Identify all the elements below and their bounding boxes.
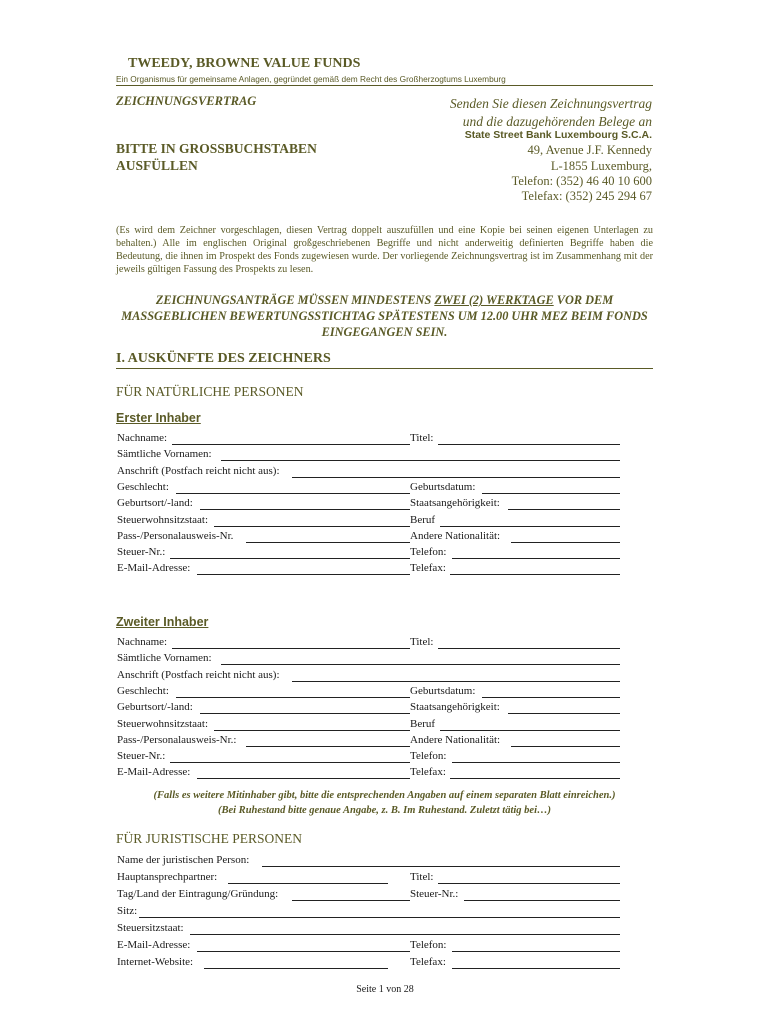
legal-email-field[interactable] xyxy=(197,951,410,952)
holder2-title-label: Titel: xyxy=(410,636,434,648)
send-to-line2: und die dazugehörenden Belege an xyxy=(462,114,652,129)
legal-registration-field[interactable] xyxy=(292,900,410,901)
bank-phone: Telefon: (352) 46 40 10 600 xyxy=(511,174,652,188)
legal-email-label: E-Mail-Adresse: xyxy=(117,939,191,951)
legal-phone-field[interactable] xyxy=(452,951,620,952)
retirement-note: (Bei Ruhestand bitte genaue Angabe, z. B. Im Ruhestand. Zuletzt tätig bei…) xyxy=(217,805,552,816)
legal-website-label: Internet-Website: xyxy=(117,956,194,968)
holder2-first-names-field[interactable] xyxy=(221,664,620,665)
holder1-first-names-field[interactable] xyxy=(221,460,620,461)
legal-seat-label: Sitz: xyxy=(117,905,138,917)
holder2-address-field[interactable] xyxy=(292,681,620,682)
header-divider xyxy=(116,85,653,86)
legal-registration-label: Tag/Land der Eintragung/Gründung: xyxy=(117,888,279,900)
deadline-warning: ZEICHNUNGSANTRÄGE MÜSSEN MINDESTENS ZWEI (2) WERKTAGE VOR DEM MASSGEBLICHEN BEWERTUNGSSTICHTAG SPÄTESTENS UM 12.00 UHR MEZ BEIM FONDS EINGEGANGEN SEIN. xyxy=(121,293,648,339)
holder1-other-nationality-field[interactable] xyxy=(511,542,620,543)
holder1-profession-field[interactable] xyxy=(440,526,620,527)
holder1-first-names-label: Sämtliche Vornamen: xyxy=(117,448,212,461)
holder2-tax-residence-field[interactable] xyxy=(214,730,410,731)
legal-contact-field[interactable] xyxy=(228,883,388,884)
holder2-gender-label: Geschlecht: xyxy=(117,684,169,697)
holder1-other-nationality-label: Andere Nationalität: xyxy=(410,529,501,542)
holder2-profession-field[interactable] xyxy=(440,730,620,731)
holder2-tax-residence-label: Steuerwohnsitzstaat: xyxy=(117,717,209,730)
legal-tax-seat-label: Steuersitzstaat: xyxy=(117,922,184,934)
holder1-title-label: Titel: xyxy=(410,432,434,444)
holder2-passport-field[interactable] xyxy=(246,746,410,747)
bank-street: 49, Avenue J.F. Kennedy xyxy=(527,143,652,157)
holder2-phone-label: Telefon: xyxy=(410,750,447,763)
holder1-passport-label: Pass-/Personalausweis-Nr. xyxy=(117,529,234,542)
holder2-address-label: Anschrift (Postfach reicht nicht aus): xyxy=(117,668,280,681)
holder1-surname-field[interactable] xyxy=(172,444,410,445)
send-to-line1: Senden Sie diesen Zeichnungsvertrag xyxy=(449,96,652,111)
natural-persons-heading: FÜR NATÜRLICHE PERSONEN xyxy=(116,384,304,399)
holder2-gender-field[interactable] xyxy=(176,697,410,698)
legal-tax-no-label: Steuer-Nr.: xyxy=(410,888,459,900)
holder1-profession-label: Beruf xyxy=(410,513,436,526)
holder2-fax-label: Telefax: xyxy=(410,766,446,779)
holder1-gender-field[interactable] xyxy=(176,493,410,494)
holder1-nationality-field[interactable] xyxy=(508,509,620,510)
holder2-email-label: E-Mail-Adresse: xyxy=(117,766,191,779)
holder2-other-nationality-field[interactable] xyxy=(511,746,620,747)
holder2-surname-field[interactable] xyxy=(172,648,410,649)
holder2-nationality-label: Staatsangehörigkeit: xyxy=(410,701,500,714)
legal-phone-label: Telefon: xyxy=(410,939,447,951)
holder2-birth-date-field[interactable] xyxy=(482,697,620,698)
holder1-email-field[interactable] xyxy=(197,574,410,575)
holder2-surname-label: Nachname: xyxy=(117,636,168,648)
holder2-other-nationality-label: Andere Nationalität: xyxy=(410,733,501,746)
holder1-tax-residence-field[interactable] xyxy=(214,526,410,527)
page-number: Seite 1 von 28 xyxy=(356,984,414,995)
holder1-email-label: E-Mail-Adresse: xyxy=(117,562,191,575)
co-holder-note: (Falls es weitere Mitinhaber gibt, bitte die entsprechenden Angaben auf einem separaten Blatt einreichen.) xyxy=(153,790,616,801)
holder1-surname-label: Nachname: xyxy=(117,432,168,444)
holder2-birth-place-field[interactable] xyxy=(200,713,410,714)
holder2-title-field[interactable] xyxy=(438,648,620,649)
first-holder-heading: Erster Inhaber xyxy=(116,411,201,425)
holder2-profession-label: Beruf xyxy=(410,717,436,730)
legal-persons-heading: FÜR JURISTISCHE PERSONEN xyxy=(116,831,303,846)
holder1-nationality-label: Staatsangehörigkeit: xyxy=(410,497,500,510)
bank-city: L-1855 Luxemburg, xyxy=(550,159,652,173)
holder1-gender-label: Geschlecht: xyxy=(117,480,169,493)
legal-tax-no-field[interactable] xyxy=(464,900,620,901)
holder1-tax-residence-label: Steuerwohnsitzstaat: xyxy=(117,513,209,526)
legal-website-field[interactable] xyxy=(204,968,388,969)
holder2-tax-no-field[interactable] xyxy=(170,762,410,763)
legal-name-label: Name der juristischen Person: xyxy=(117,854,250,866)
holder1-phone-field[interactable] xyxy=(452,558,620,559)
second-holder-heading: Zweiter Inhaber xyxy=(116,615,209,629)
holder2-birth-place-label: Geburtsort/-land: xyxy=(117,701,193,714)
legal-fax-field[interactable] xyxy=(452,968,620,969)
holder1-phone-label: Telefon: xyxy=(410,546,447,559)
holder2-email-field[interactable] xyxy=(197,778,410,779)
holder2-nationality-field[interactable] xyxy=(508,713,620,714)
bank-fax: Telefax: (352) 245 294 67 xyxy=(521,189,652,203)
holder2-fax-field[interactable] xyxy=(450,778,620,779)
holder1-title-field[interactable] xyxy=(438,444,620,445)
legal-tax-seat-field[interactable] xyxy=(190,934,620,935)
holder1-birth-date-field[interactable] xyxy=(482,493,620,494)
legal-contact-label: Hauptansprechpartner: xyxy=(117,871,218,883)
holder1-tax-no-field[interactable] xyxy=(170,558,410,559)
holder2-birth-date-label: Geburtsdatum: xyxy=(410,684,476,697)
holder1-address-label: Anschrift (Postfach reicht nicht aus): xyxy=(117,464,280,477)
fund-subtitle: Ein Organismus für gemeinsame Anlagen, gegründet gemäß dem Recht des Großherzogtums Luxemburg xyxy=(116,74,506,84)
legal-seat-field[interactable] xyxy=(139,917,620,918)
holder2-passport-label: Pass-/Personalausweis-Nr.: xyxy=(117,733,237,746)
holder1-birth-place-label: Geburtsort/-land: xyxy=(117,497,193,510)
capital-letters-instruction: BITTE IN GROSSBUCHSTABEN xyxy=(116,141,317,156)
holder1-birth-place-field[interactable] xyxy=(200,509,410,510)
document-title: ZEICHNUNGSVERTRAG xyxy=(116,94,257,108)
legal-name-field[interactable] xyxy=(262,866,620,867)
legal-fax-label: Telefax: xyxy=(410,956,446,968)
holder1-passport-field[interactable] xyxy=(246,542,410,543)
holder1-fax-field[interactable] xyxy=(450,574,620,575)
holder1-tax-no-label: Steuer-Nr.: xyxy=(117,546,166,559)
holder2-tax-no-label: Steuer-Nr.: xyxy=(117,750,166,763)
bank-name: State Street Bank Luxembourg S.C.A. xyxy=(464,129,652,141)
holder1-fax-label: Telefax: xyxy=(410,562,446,575)
capital-letters-instruction-2: AUSFÜLLEN xyxy=(116,158,198,173)
holder2-first-names-label: Sämtliche Vornamen: xyxy=(117,652,212,665)
fund-name: TWEEDY, BROWNE VALUE FUNDS xyxy=(128,56,361,71)
section-title: I. AUSKÜNFTE DES ZEICHNERS xyxy=(116,351,331,366)
intro-note: (Es wird dem Zeichner vorgeschlagen, diesen Vertrag doppelt auszufüllen und eine Kopie bei seinen eigenen Unterlagen zu behalten.) Alle im englischen Original großgeschriebenen Begriffe und nicht anderweitig definierten Begriffe haben die Bedeutung, die ihnen im Prospekt des Fonds zugewiesen wurde. Der vorliegende Zeichnungsvertrag ist im Zusammenhang mit der jeweils gültigen Fassung des Prospekts zu lesen. xyxy=(116,225,653,275)
holder2-phone-field[interactable] xyxy=(452,762,620,763)
deadline-days: ZWEI (2) WERKTAGE xyxy=(434,293,554,307)
holder1-birth-date-label: Geburtsdatum: xyxy=(410,480,476,493)
section-divider xyxy=(116,368,653,369)
legal-title-field[interactable] xyxy=(438,883,620,884)
holder1-address-field[interactable] xyxy=(292,477,620,478)
legal-title-label: Titel: xyxy=(410,871,434,883)
